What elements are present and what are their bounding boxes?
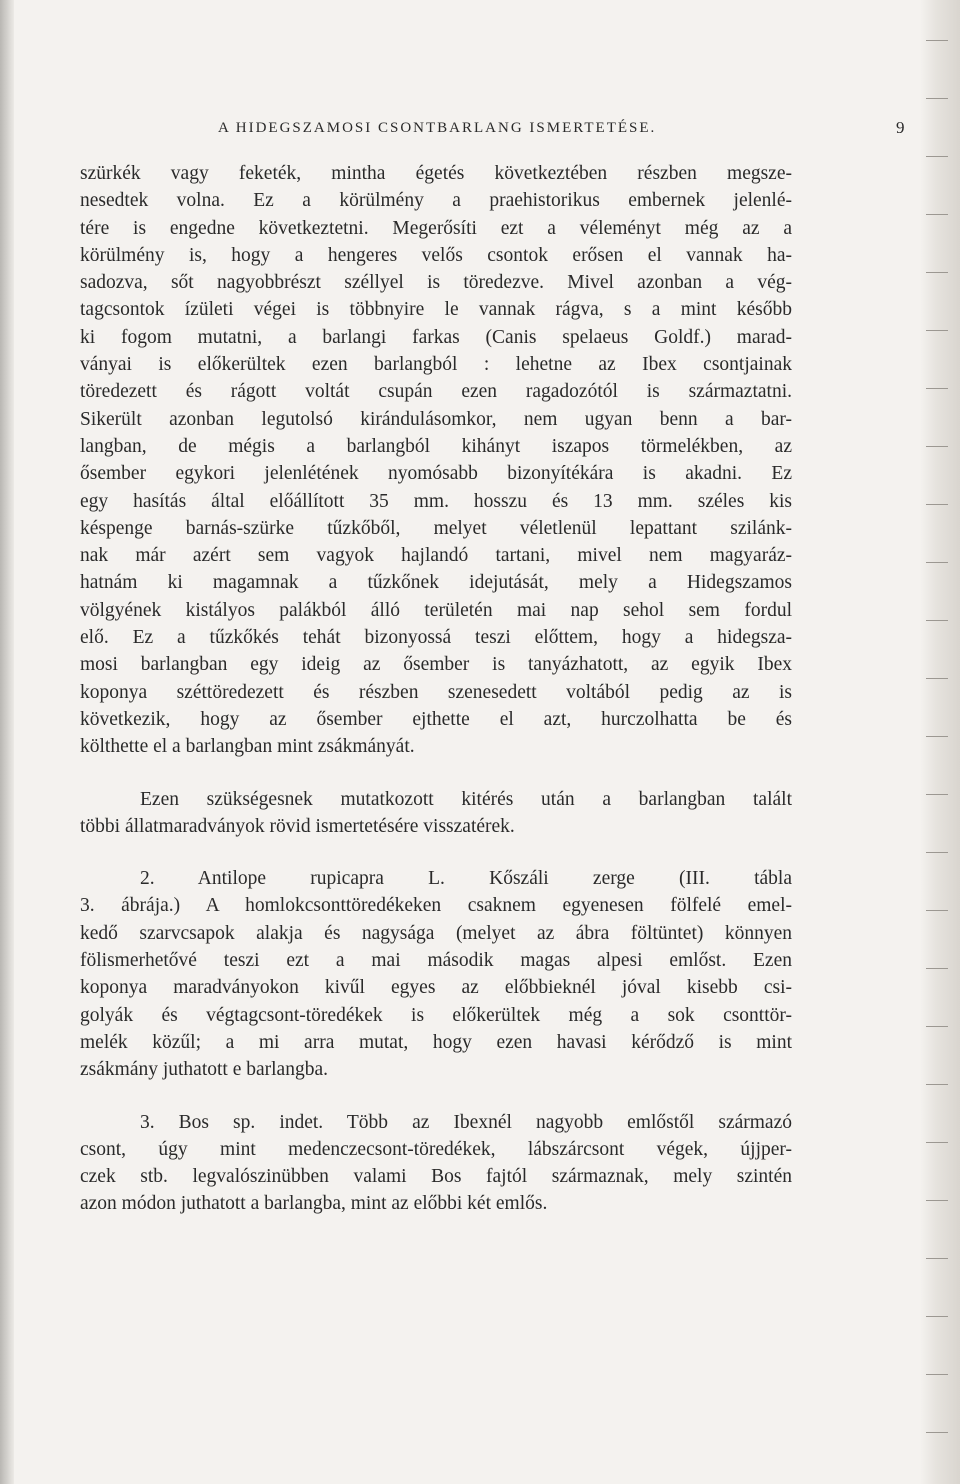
text-line: 3. Bos sp. indet. Több az Ibexnél nagyobb emlőstől származó: [140, 1111, 792, 1133]
edge-tick: [926, 214, 948, 215]
edge-tick: [926, 1258, 948, 1259]
text-line: mosi barlangban egy ideig az ősember is tanyázhatott, az egyik Ibex: [80, 654, 792, 676]
edge-tick: [926, 1374, 948, 1375]
edge-tick: [926, 446, 948, 447]
text-line: fölismerhetővé teszi ezt a mai második magas alpesi emlőst. Ezen: [80, 950, 792, 972]
edge-tick: [926, 388, 948, 389]
edge-tick: [926, 968, 948, 969]
paragraph-gap: [80, 761, 792, 786]
edge-tick: [926, 736, 948, 737]
edge-tick: [926, 156, 948, 157]
edge-tick: [926, 678, 948, 679]
edge-tick: [926, 562, 948, 563]
text-line: elő. Ez a tűzkőkés tehát bizonyossá teszi előttem, hogy a hidegsza-: [80, 627, 792, 649]
paragraph-2: [80, 786, 792, 841]
text-line: Ezen szükségesnek mutatkozott kitérés után a barlangban talált: [140, 788, 792, 810]
text-line: egy hasítás által előállított 35 mm. hosszu és 13 mm. széles kis: [80, 490, 792, 512]
text-line: töredezett és rágott voltát csupán ezen ragadozótól is származtatni.: [80, 381, 792, 403]
text-line: langban, de mégis a barlangból kihányt iszapos törmelékben, az: [80, 435, 792, 457]
edge-tick: [926, 910, 948, 911]
text-line: ványai is előkerültek ezen barlangból : lehetne az Ibex csontjainak: [80, 354, 792, 376]
edge-tick: [926, 620, 948, 621]
text-line: késpenge barnás-szürke tűzkőből, melyet véletlenül lepattant szilánk-: [80, 517, 792, 539]
text-line: szürkék vagy feketék, mintha égetés következtében részben megsze-: [80, 163, 792, 184]
page-left-shadow: [0, 0, 14, 1484]
text-line: nak már azért sem vagyok hajlandó tartani, mivel nem magyaráz-: [80, 545, 792, 567]
page-right-edge: [920, 0, 960, 1484]
text-line: golyák és végtagcsont-töredékek is előkerültek még a sok csonttör-: [80, 1004, 792, 1026]
edge-tick: [926, 1026, 948, 1027]
text-line: azon módon juthatott a barlangba, mint az előbbi két emlős.: [80, 1193, 548, 1215]
paragraph-gap: [80, 840, 792, 865]
edge-tick: [926, 1432, 948, 1433]
edge-tick: [926, 852, 948, 853]
text-line: völgyének kistályos palákból álló területén mai nap sehol sem fordul: [80, 599, 792, 621]
edge-tick: [926, 98, 948, 99]
text-line: zsákmány juthatott e barlangba.: [80, 1059, 328, 1081]
text-line: sadozva, sőt nagyobbrészt széllyel is töredezve. Mivel azonban a vég-: [80, 272, 792, 294]
text-line: ősember egykori jelenlétének nyomósabb bizonyítékára is akadni. Ez: [80, 463, 792, 485]
text-line: többi állatmaradványok rövid ismertetésére visszatérek.: [80, 815, 515, 837]
edge-tick: [926, 1084, 948, 1085]
text-line: ki fogom mutatni, a barlangi farkas (Canis spelaeus Goldf.) marad-: [80, 326, 792, 348]
edge-tick: [926, 272, 948, 273]
edge-tick: [926, 1142, 948, 1143]
running-title: A HIDEGSZAMOSI CSONTBARLANG ISMERTETÉSE.: [218, 120, 657, 136]
text-line: következik, hogy az ősember ejthette el azt, hurczolhatta be és: [80, 708, 792, 730]
text-line: 3. ábrája.) A homlokcsonttöredékeken csaknem egyenesen fölfelé emel-: [80, 895, 792, 917]
text-line: körülmény is, hogy a hengeres velős csontok erősen el vannak ha-: [80, 244, 792, 266]
text-line: Sikerült azonban legutolsó kirándulásomkor, nem ugyan benn a bar-: [80, 408, 792, 430]
text-line: tagcsontok ízületi végei is többnyire le vannak rágva, s a mint később: [80, 299, 792, 321]
paragraph-gap: [80, 1084, 792, 1109]
text-line: tére is engedne következtetni. Megerősíti ezt a véleményt még az a: [80, 217, 792, 239]
edge-tick: [926, 794, 948, 795]
paragraph-3: [80, 865, 792, 1083]
edge-tick: [926, 504, 948, 505]
text-line: csont, úgy mint medenczecsont-töredékek, lábszárcsont végek, újjper-: [80, 1138, 792, 1160]
text-line: nesedtek volna. Ez a körülmény a praehistorikus embernek jelenlé-: [80, 190, 792, 212]
edge-tick: [926, 1200, 948, 1201]
text-line: koponya maradványokon kivűl egyes az előbbieknél jóval kisebb csi-: [80, 977, 792, 999]
text-line: kedő szarvcsapok alakja és nagysága (melyet az ábra föltüntet) könnyen: [80, 922, 792, 944]
page-number: 9: [896, 118, 905, 137]
body-text: [80, 160, 792, 1218]
edge-tick: [926, 330, 948, 331]
text-line: melék közűl; a mi arra mutat, hogy ezen havasi kérődző is mint: [80, 1031, 792, 1053]
paragraph-4: [80, 1109, 792, 1218]
text-line: hatnám ki magamnak a tűzkőnek idejutását, mely a Hidegszamos: [80, 572, 792, 594]
text-line: czek stb. legvalószinübben valami Bos fajtól származnak, mely szintén: [80, 1166, 792, 1188]
text-line: koponya széttöredezett és részben szenesedett voltából pedig az is: [80, 681, 792, 703]
edge-tick: [926, 40, 948, 41]
text-line: 2. Antilope rupicapra L. Kőszáli zerge (III. tábla: [140, 868, 792, 890]
paragraph-1: [80, 160, 792, 761]
text-line: költhette el a barlangban mint zsákmányát.: [80, 736, 415, 758]
edge-tick: [926, 1316, 948, 1317]
